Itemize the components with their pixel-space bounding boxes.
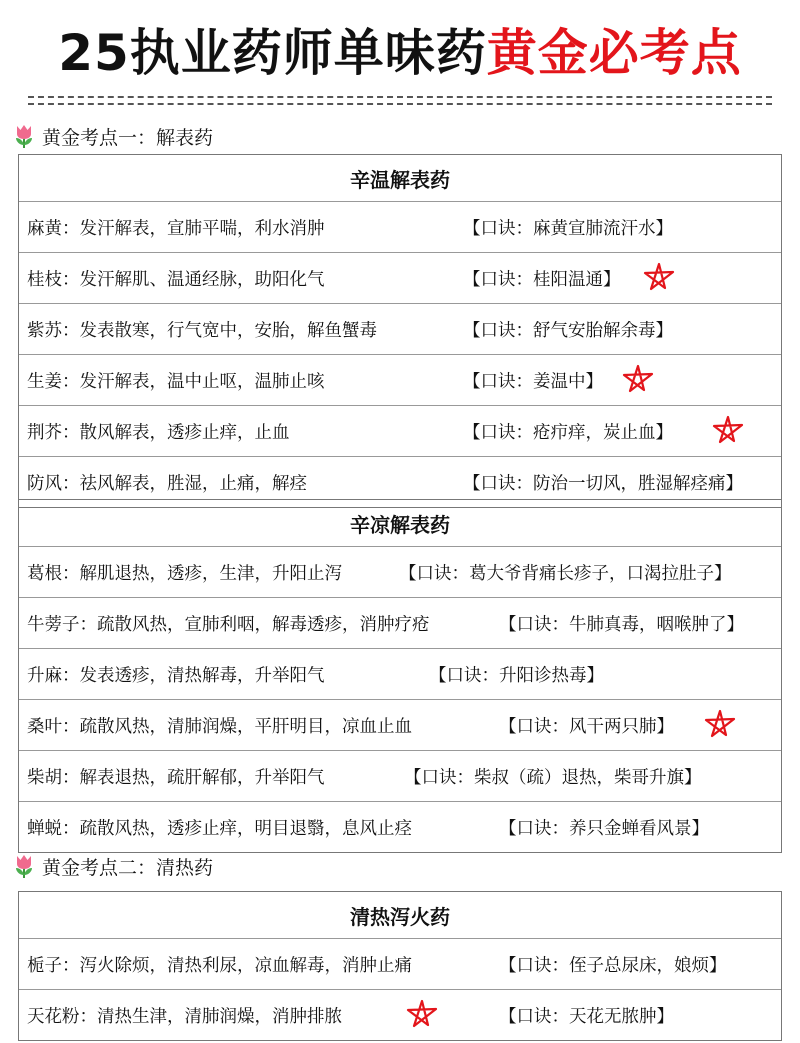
- row-desc: 生姜：发汗解表，温中止呕，温肺止咳: [27, 371, 325, 392]
- row-desc: 柴胡：解表退热，疏肝解郁，升举阳气: [27, 767, 325, 788]
- row-koujue: 【口诀：天花无脓肿】: [499, 1006, 674, 1027]
- row-koujue: 【口诀：疮疖痒，炭止血】: [463, 422, 673, 443]
- row-desc: 防风：祛风解表，胜湿，止痛，解痉: [27, 473, 307, 494]
- row-koujue: 【口诀：舒气安胎解余毒】: [463, 320, 673, 341]
- section-heading-text: 黄金考点二：清热药: [42, 856, 214, 879]
- row-koujue: 【口诀：麻黄宣肺流汗水】: [463, 218, 673, 239]
- star-icon: [619, 363, 657, 395]
- table-row: [19, 202, 781, 253]
- row-desc: 紫苏：发表散寒，行气宽中，安胎，解鱼蟹毒: [27, 320, 377, 341]
- table-row: [19, 649, 781, 700]
- page-title: [0, 18, 800, 88]
- row-koujue: 【口诀：葛大爷背痛长疹子，口渴拉肚子】: [399, 563, 732, 584]
- table-row: [19, 304, 781, 355]
- title-black: 25执业药师单味药: [58, 24, 487, 82]
- table-qingre: [18, 891, 782, 1041]
- row-koujue: 【口诀：防治一切风，胜湿解痉痛】: [463, 473, 743, 494]
- table-row: [19, 598, 781, 649]
- title-divider-top: [28, 96, 772, 98]
- row-desc: 荆芥：散风解表，透疹止痒，止血: [27, 422, 290, 443]
- table-row: [19, 700, 781, 751]
- table-header: 辛凉解表药: [19, 500, 781, 547]
- row-desc: 桑叶：疏散风热，清肺润燥，平肝明目，凉血止血: [27, 716, 412, 737]
- star-icon: [709, 414, 747, 446]
- table-row: [19, 939, 781, 990]
- row-desc: 栀子：泻火除烦，清热利尿，凉血解毒，消肿止痛: [27, 955, 412, 976]
- table-row: [19, 751, 781, 802]
- star-icon: [640, 261, 678, 293]
- row-koujue: 【口诀：姜温中】: [463, 371, 603, 392]
- row-koujue: 【口诀：桂阳温通】: [463, 269, 621, 290]
- row-koujue: 【口诀：养只金蝉看风景】: [499, 818, 709, 839]
- table-xinliang: [18, 499, 782, 853]
- table-header: 辛温解表药: [19, 155, 781, 202]
- row-desc: 牛蒡子：疏散风热，宣肺利咽，解毒透疹，消肿疗疮: [27, 614, 430, 635]
- row-desc: 葛根：解肌退热，透疹，生津，升阳止泻: [27, 563, 342, 584]
- star-icon: [701, 708, 739, 740]
- title-divider-bottom: [28, 103, 772, 105]
- row-desc: 天花粉：清热生津，清肺润燥，消肿排脓: [27, 1006, 342, 1027]
- table-row: [19, 802, 781, 852]
- row-koujue: 【口诀：风干两只肺】: [499, 716, 674, 737]
- tulip-icon: [12, 853, 36, 879]
- row-desc: 桂枝：发汗解肌、温通经脉，助阳化气: [27, 269, 325, 290]
- section-heading-2: [12, 851, 213, 881]
- star-icon: [403, 998, 441, 1030]
- table-row: [19, 406, 781, 457]
- section-heading-text: 黄金考点一：解表药: [42, 126, 214, 149]
- section-heading-1: [12, 121, 213, 151]
- table-row: [19, 253, 781, 304]
- table-header: 清热泻火药: [19, 892, 781, 939]
- row-desc: 升麻：发表透疹，清热解毒，升举阳气: [27, 665, 325, 686]
- table-row: [19, 355, 781, 406]
- row-desc: 麻黄：发汗解表，宣肺平喘，利水消肿: [27, 218, 325, 239]
- table-xinwen: [18, 154, 782, 508]
- title-red: 黄金必考点: [486, 24, 742, 82]
- row-koujue: 【口诀：柴叔（疏）退热，柴哥升旗】: [404, 767, 702, 788]
- table-row: [19, 547, 781, 598]
- row-desc: 蝉蜕：疏散风热，透疹止痒，明目退翳，息风止痉: [27, 818, 412, 839]
- table-row: [19, 990, 781, 1040]
- row-koujue: 【口诀：升阳诊热毒】: [429, 665, 604, 686]
- tulip-icon: [12, 123, 36, 149]
- row-koujue: 【口诀：牛肺真毒，咽喉肿了】: [499, 614, 744, 635]
- row-koujue: 【口诀：侄子总尿床，娘烦】: [499, 955, 727, 976]
